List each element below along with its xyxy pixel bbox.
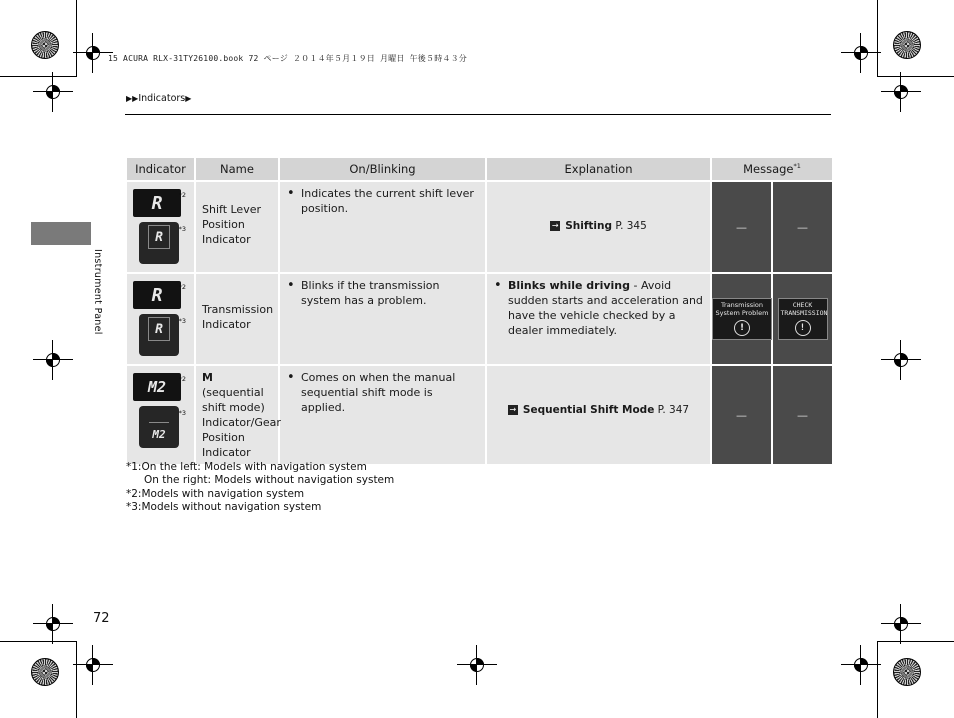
footnote-ref: *2 — [178, 191, 186, 199]
breadcrumb[interactable] — [126, 93, 191, 104]
section-tab — [31, 222, 91, 245]
shift-indicator-display-nav: R — [133, 189, 181, 217]
footnote-1-continued: On the right: Models without navigation system — [144, 474, 395, 487]
m-indicator-display-nav: M2 — [133, 373, 181, 401]
header-rule — [125, 114, 831, 115]
footnote-3: *3:Models without navigation system — [126, 501, 322, 514]
explanation-bold: Blinks while driving — [508, 279, 630, 292]
crop-line — [76, 0, 77, 77]
gear-letter: R — [148, 317, 170, 341]
color-target-bottom-left — [31, 658, 59, 686]
xref-page: P. 345 — [615, 219, 647, 232]
footnote-2: *2:Models with navigation system — [126, 487, 305, 500]
message-cell-right — [772, 181, 833, 273]
no-message-dash: — — [736, 220, 747, 234]
message-cell-right — [772, 273, 833, 365]
footnote-ref: *3 — [178, 225, 186, 233]
name-cell — [195, 273, 279, 365]
xref-arrow-icon: → — [551, 221, 559, 230]
xref-arrow-icon: → — [509, 405, 517, 414]
cross-reference-link[interactable] — [487, 366, 710, 454]
crop-line — [0, 76, 77, 77]
registration-mark — [891, 82, 911, 102]
on-blinking-cell — [279, 181, 486, 273]
breadcrumb-label: Indicators — [138, 93, 186, 104]
footnote-ref: *2 — [178, 283, 186, 291]
explanation-body: - Avoid sudden starts and acceleration and have the vehicle checked by a dealer immediately. — [508, 279, 703, 337]
shift-indicator-display-nonav — [139, 222, 179, 264]
message-text: Transmission System Problem — [715, 301, 769, 317]
explanation-text — [493, 278, 704, 338]
no-message-dash: — — [736, 408, 747, 422]
registration-mark — [851, 43, 871, 63]
footnote-ref: *2 — [178, 375, 186, 383]
on-blinking-text: • Blinks if the transmission system has a problem. — [286, 278, 479, 308]
color-target-top-right — [893, 31, 921, 59]
header-message-note: *1 — [793, 162, 801, 171]
registration-mark — [43, 82, 63, 102]
registration-mark — [891, 350, 911, 370]
xref-label: Shifting — [565, 219, 613, 232]
on-blinking-text: • Indicates the current shift lever position. — [286, 186, 479, 216]
table-row — [126, 273, 833, 365]
crop-line — [0, 641, 77, 642]
xref-label: Sequential Shift Mode — [522, 403, 655, 416]
registration-mark — [43, 614, 63, 634]
xref-page: P. 347 — [657, 403, 690, 416]
footnote-1: *1:On the left: Models with navigation system — [126, 461, 367, 473]
name-cell — [195, 181, 279, 273]
section-tab-label: Instrument Panel — [92, 249, 103, 335]
registration-mark — [83, 655, 103, 675]
table-row — [126, 365, 833, 465]
no-message-dash: — — [797, 220, 808, 234]
color-target-top-left — [31, 31, 59, 59]
explanation-cell — [486, 365, 711, 465]
m-indicator-display-nonav — [139, 406, 179, 448]
message-cell-left — [711, 181, 772, 273]
message-cell-left — [711, 273, 772, 365]
registration-mark — [851, 655, 871, 675]
header-message — [711, 157, 833, 181]
name-cell — [195, 365, 279, 465]
registration-mark — [467, 655, 487, 675]
breadcrumb-arrow-end: ▶ — [185, 94, 192, 103]
crop-line — [877, 76, 954, 77]
transmission-warning-icon: ! — [795, 320, 811, 336]
indicator-cell — [126, 365, 195, 465]
gear-letter: R — [148, 225, 170, 249]
message-text: CHECK TRANSMISSION — [780, 301, 828, 317]
crop-line — [877, 0, 878, 77]
explanation-cell — [486, 181, 711, 273]
color-target-bottom-right — [893, 658, 921, 686]
print-header: 15 ACURA RLX-31TY26100.book 72 ページ ２０１４年５月１９日 月曜日 午後５時４３分 — [108, 54, 467, 63]
crop-line — [76, 641, 77, 718]
transmission-indicator-display-nav: R — [133, 281, 181, 309]
registration-mark — [891, 614, 911, 634]
on-blinking-text: • Comes on when the manual sequential shift mode is applied. — [286, 370, 479, 415]
cross-reference-link[interactable] — [487, 182, 710, 270]
message-display-nonav — [778, 298, 828, 340]
header-explanation: Explanation — [486, 157, 711, 181]
message-cell-left — [711, 365, 772, 465]
registration-mark — [83, 43, 103, 63]
footnote-ref: *3 — [178, 409, 186, 417]
crop-line — [877, 641, 954, 642]
indicator-name-bold: M — [202, 371, 213, 384]
indicator-cell — [126, 273, 195, 365]
registration-mark — [43, 350, 63, 370]
header-name: Name — [195, 157, 279, 181]
header-indicator: Indicator — [126, 157, 195, 181]
indicator-name-rest: (sequential shift mode) Indicator/Gear Position Indicator — [202, 386, 281, 459]
on-blinking-cell — [279, 365, 486, 465]
gear-letter: M2 — [149, 422, 169, 445]
footnote-ref: *3 — [178, 317, 186, 325]
header-on-blinking: On/Blinking — [279, 157, 486, 181]
header-message-label: Message — [743, 162, 794, 176]
indicator-name: Transmission Indicator — [202, 303, 274, 331]
transmission-indicator-display-nonav — [139, 314, 179, 356]
footnotes — [126, 461, 394, 515]
table-header-row — [126, 157, 833, 181]
message-cell-right — [772, 365, 833, 465]
indicator-name: Shift Lever Position Indicator — [202, 203, 262, 246]
message-display-nav — [712, 298, 772, 340]
indicator-cell — [126, 181, 195, 273]
indicator-name — [196, 366, 281, 464]
indicators-table — [125, 156, 834, 466]
page-number: 72 — [93, 611, 110, 626]
no-message-dash: — — [797, 408, 808, 422]
on-blinking-cell — [279, 273, 486, 365]
breadcrumb-arrows: ▶▶ — [126, 94, 139, 103]
crop-line — [877, 641, 878, 718]
transmission-warning-icon: ! — [734, 320, 750, 336]
explanation-cell — [486, 273, 711, 365]
table-row — [126, 181, 833, 273]
